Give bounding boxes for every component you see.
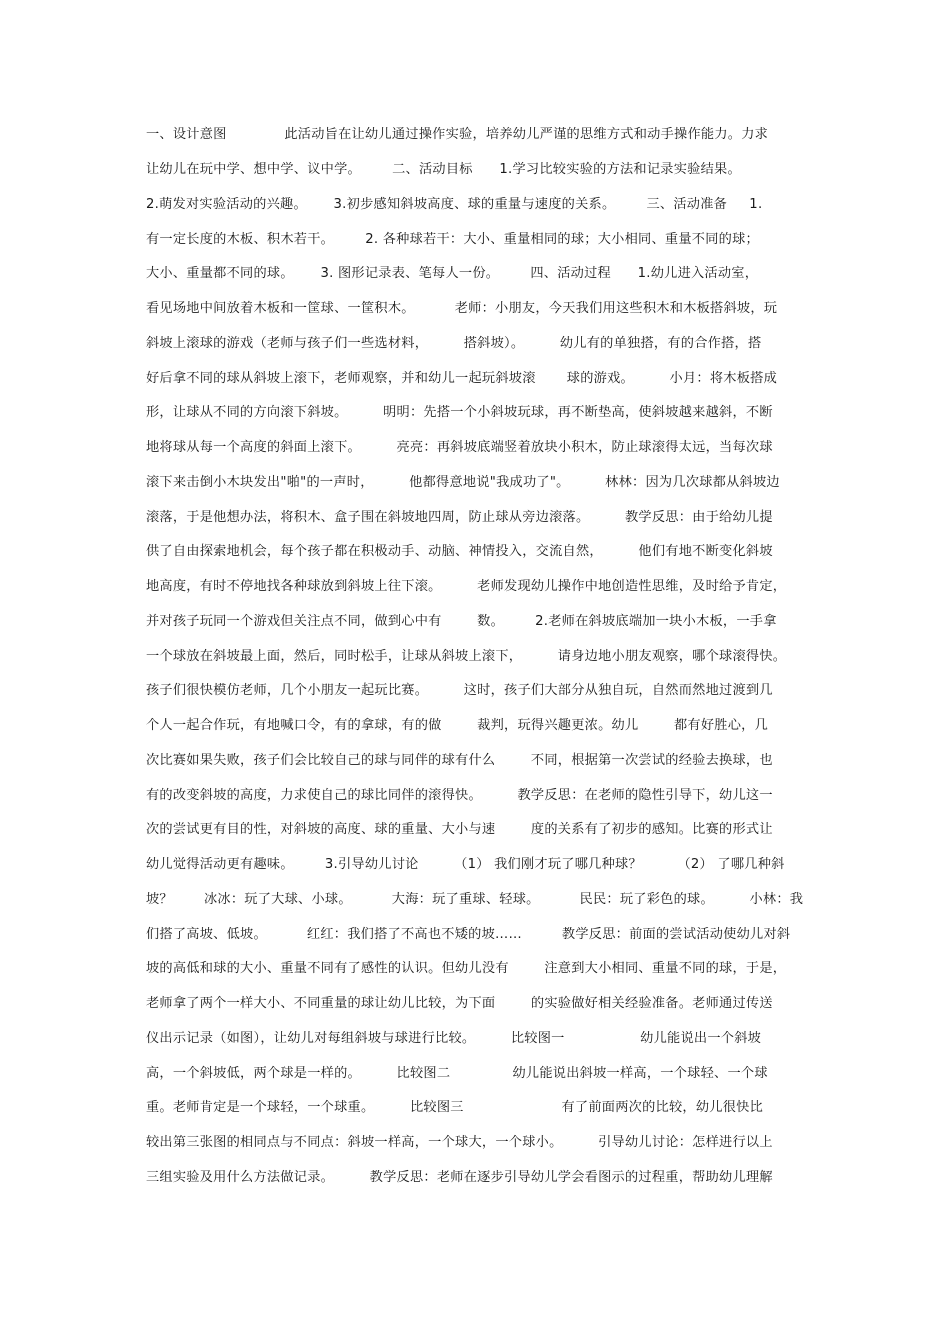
text-line: 重。老师肯定是一个球轻，一个球重。 比较图三 有了前面两次的比较，幼儿很快比 [146, 1100, 764, 1115]
text-line: 三组实验及用什么方法做记录。 教学反思：老师在逐步引导幼儿学会看图示的过程重，帮助幼儿理解 [146, 1170, 773, 1185]
text-line: 次比赛如果失败，孩子们会比较自己的球与同伴的球有什么 不同，根据第一次尝试的经验去换球，也 [146, 753, 773, 768]
text-line: 孩子们很快模仿老师，几个小朋友一起玩比赛。 这时，孩子们大部分从独自玩，自然而然地过渡到几 [146, 683, 773, 698]
text-line: 并对孩子玩同一个游戏但关注点不同，做到心中有 数。 2.老师在斜坡底端加一块小木板，一手拿 [146, 614, 777, 629]
text-line: 幼儿觉得活动更有趣味。 3.引导幼儿讨论 （1） 我们刚才玩了哪几种球？ （2） 了哪几种斜 [146, 857, 785, 872]
text-line: 地高度，有时不停地找各种球放到斜坡上往下滚。 老师发现幼儿操作中地创造性思维，及时给予肯定， [146, 579, 787, 594]
text-line: 斜坡上滚球的游戏（老师与孩子们一些选材料， 搭斜坡）。 幼儿有的单独搭，有的合作搭，搭 [146, 336, 762, 351]
text-line: 滚落，于是他想办法，将积木、盒子围在斜坡地四周，防止球从旁边滚落。 教学反思：由于给幼儿提 [146, 510, 773, 525]
text-line: 坡？ 冰冰：玩了大球、小球。 大海：玩了重球、轻球。 民民：玩了彩色的球。 小林：我 [146, 892, 804, 907]
text-line: 滚下来击倒小木块发出"啪"的一声时， 他都得意地说"我成功了"。 林林：因为几次球都从斜坡边 [146, 475, 780, 490]
text-line: 地将球从每一个高度的斜面上滚下。 亮亮：再斜坡底端竖着放块小积木，防止球滚得太远，当每次球 [146, 440, 773, 455]
text-line: 个人一起合作玩，有地喊口令，有的拿球，有的做 裁判，玩得兴趣更浓。幼儿 都有好胜心，几 [146, 718, 769, 733]
text-line: 坡的高低和球的大小、重量不同有了感性的认识。但幼儿没有 注意到大小相同、重量不同的球，于是， [146, 961, 787, 976]
text-line: 较出第三张图的相同点与不同点：斜坡一样高，一个球大，一个球小。 引导幼儿讨论：怎样进行以上 [146, 1135, 773, 1150]
text-line: 大小、重量都不同的球。 3. 图形记录表、笔每人一份。 四、活动过程 1.幼儿进入活动室， [146, 266, 759, 281]
text-line: 形，让球从不同的方向滚下斜坡。 明明：先搭一个小斜坡玩球，再不断垫高，使斜坡越来越斜，不断 [146, 405, 773, 420]
text-line: 有的改变斜坡的高度，力求使自己的球比同伴的滚得快。 教学反思：在老师的隐性引导下，幼儿这一 [146, 788, 773, 803]
text-line: 一、设计意图 此活动旨在让幼儿通过操作实验，培养幼儿严谨的思维方式和动手操作能力。力求 [146, 127, 769, 142]
text-line: 次的尝试更有目的性，对斜坡的高度、球的重量、大小与速 度的关系有了初步的感知。比赛的形式让 [146, 822, 773, 837]
text-line: 让幼儿在玩中学、想中学、议中学。 二、活动目标 1.学习比较实验的方法和记录实验结果。 [146, 162, 741, 177]
text-line: 2.萌发对实验活动的兴趣。 3.初步感知斜坡高度、球的重量与速度的关系。 三、活动准备 1. [146, 197, 763, 212]
text-line: 仪出示记录（如图），让幼儿对每组斜坡与球进行比较。 比较图一 幼儿能说出一个斜坡 [146, 1031, 762, 1046]
text-line: 们搭了高坡、低坡。 红红：我们搭了不高也不矮的坡…… 教学反思：前面的尝试活动使幼儿对斜 [146, 927, 791, 942]
text-line: 看见场地中间放着木板和一筐球、一筐积木。 老师：小朋友，今天我们用这些积木和木板搭斜坡，玩 [146, 301, 778, 316]
text-line: 高，一个斜坡低，两个球是一样的。 比较图二 幼儿能说出斜坡一样高，一个球轻、一个球 [146, 1066, 768, 1081]
text-line: 供了自由探索地机会，每个孩子都在积极动手、动脑、神情投入，交流自然， 他们有地不断变化斜坡 [146, 544, 773, 559]
text-line: 好后拿不同的球从斜坡上滚下，老师观察，并和幼儿一起玩斜坡滚 球的游戏。 小月：将木板搭成 [146, 371, 777, 386]
text-line: 老师拿了两个一样大小、不同重量的球让幼儿比较，为下面 的实验做好相关经验准备。老师通过传送 [146, 996, 773, 1011]
text-line: 一个球放在斜坡最上面，然后，同时松手，让球从斜坡上滚下， 请身边地小朋友观察，哪个球滚得快。 [146, 649, 787, 664]
text-line: 有一定长度的木板、积木若干。 2. 各种球若干：大小、重量相同的球；大小相同、重量不同的球； [146, 232, 759, 247]
